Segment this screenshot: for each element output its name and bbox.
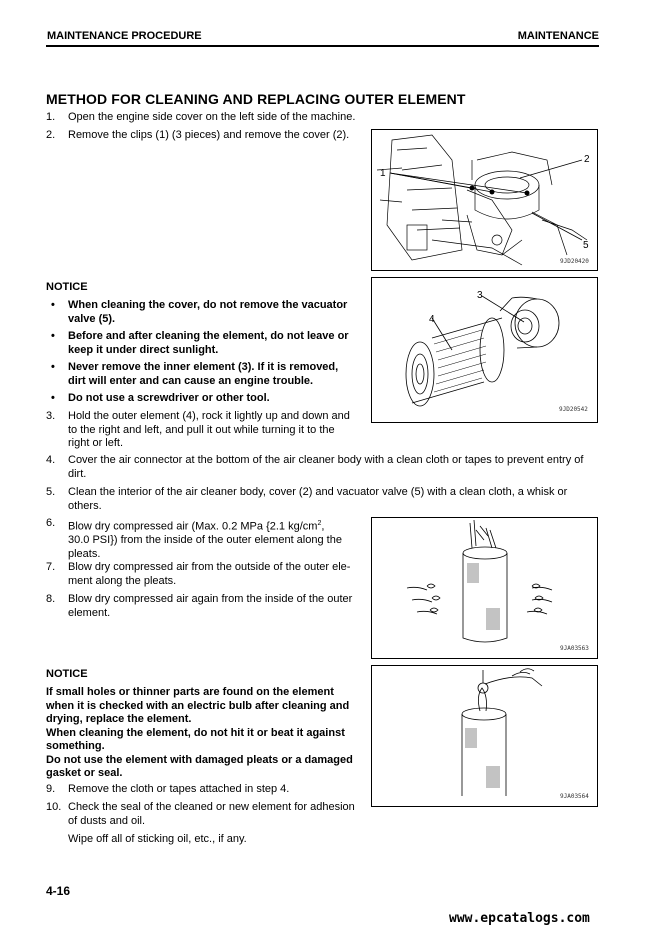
step-7-text: Blow dry compressed air from the outside of the outer ele- ment along the pleats. — [68, 561, 351, 587]
watermark: www.epcatalogs.com — [449, 911, 590, 926]
callout-1: 1 — [380, 168, 386, 179]
bullet-4: • — [51, 392, 55, 404]
callout-4: 4 — [429, 314, 435, 325]
figure-bulb-check — [371, 665, 598, 807]
step-7-number: 7. — [46, 561, 56, 573]
blow-air-illustration — [372, 518, 597, 658]
bullet-1: • — [51, 299, 55, 311]
step-3-number: 3. — [46, 410, 56, 422]
step-8-text: Blow dry compressed air again from the inside of the outer element. — [68, 593, 353, 619]
page-title: METHOD FOR CLEANING AND REPLACING OUTER ELEMENT — [46, 91, 466, 107]
step-5-text: Clean the interior of the air cleaner body, cover (2) and vacuator valve (5) with a clean cloth, a whisk or others. — [68, 486, 568, 512]
step-5-number: 5. — [46, 486, 56, 498]
step-4-text: Cover the air connector at the bottom of the air cleaner body with a clean cloth or tapes to prevent entry of dirt. — [68, 454, 584, 480]
figure-code: 9JA03564 — [560, 793, 589, 800]
notice-1-item-2: Before and after cleaning the element, do not leave or keep it under direct sunlight. — [68, 330, 349, 356]
step-10-number: 10. — [46, 801, 62, 813]
figure-code: 9JD20420 — [560, 258, 589, 265]
figure-engine-air-cleaner — [371, 129, 598, 271]
bullet-3: • — [51, 361, 55, 373]
notice-heading: NOTICE — [46, 281, 88, 293]
step-1-number: 1. — [46, 111, 56, 123]
step-2-text: Remove the clips (1) (3 pieces) and remove the cover (2). — [68, 129, 350, 141]
step-1-text: Open the engine side cover on the left side of the machine. — [68, 111, 356, 123]
step-9-text: Remove the cloth or tapes attached in step 4. — [68, 783, 290, 795]
step-4-number: 4. — [46, 454, 56, 466]
notice-2-heading: NOTICE — [46, 668, 88, 680]
figure-blow-air — [371, 517, 598, 659]
outer-element-illustration — [372, 278, 597, 422]
callout-2: 2 — [584, 154, 590, 165]
notice-1-item-1: When cleaning the cover, do not remove the vacuator valve (5). — [68, 299, 348, 325]
step-2-number: 2. — [46, 129, 56, 141]
step-9-number: 9. — [46, 783, 56, 795]
step-3-text: Hold the outer element (4), rock it lightly up and down and to the right and left, and pull it out while turning it to the right or left. — [68, 410, 350, 449]
step-10-text: Check the seal of the cleaned or new element for adhesion of dusts and oil. Wipe off all of sticking oil, etc., if any. — [68, 801, 355, 845]
bulb-check-illustration — [372, 666, 597, 806]
callout-5: 5 — [583, 240, 589, 251]
header-rule — [46, 45, 599, 47]
bullet-2: • — [51, 330, 55, 342]
figure-outer-element — [371, 277, 598, 423]
figure-code: 9JD20542 — [559, 406, 588, 413]
header-right: MAINTENANCE — [517, 30, 599, 42]
notice-1-item-3: Never remove the inner element (3). If it is removed, dirt will enter and can cause an engine trouble. — [68, 361, 339, 387]
page-number: 4-16 — [46, 884, 71, 898]
engine-air-cleaner-illustration — [372, 130, 597, 270]
step-8-number: 8. — [46, 593, 56, 605]
notice-1-item-4: Do not use a screwdriver or other tool. — [68, 392, 270, 404]
step-6-number: 6. — [46, 517, 56, 529]
notice-2-body: If small holes or thinner parts are found on the element when it is checked with an electric bulb after cleaning and drying, replace the element. When cleaning the element, do not hit it or beat it against something. Do not use the element with damaged pleats or a damaged gasket or seal. — [46, 686, 353, 779]
step-6-text: Blow dry compressed air (Max. 0.2 MPa {2.1 $kg/cm^2$, 30.0 PSI}) from the inside of the outer element along the pleats. — [68, 520, 342, 560]
figure-code: 9JA03563 — [560, 645, 589, 652]
callout-3: 3 — [477, 290, 483, 301]
header-left: MAINTENANCE PROCEDURE — [47, 30, 202, 42]
